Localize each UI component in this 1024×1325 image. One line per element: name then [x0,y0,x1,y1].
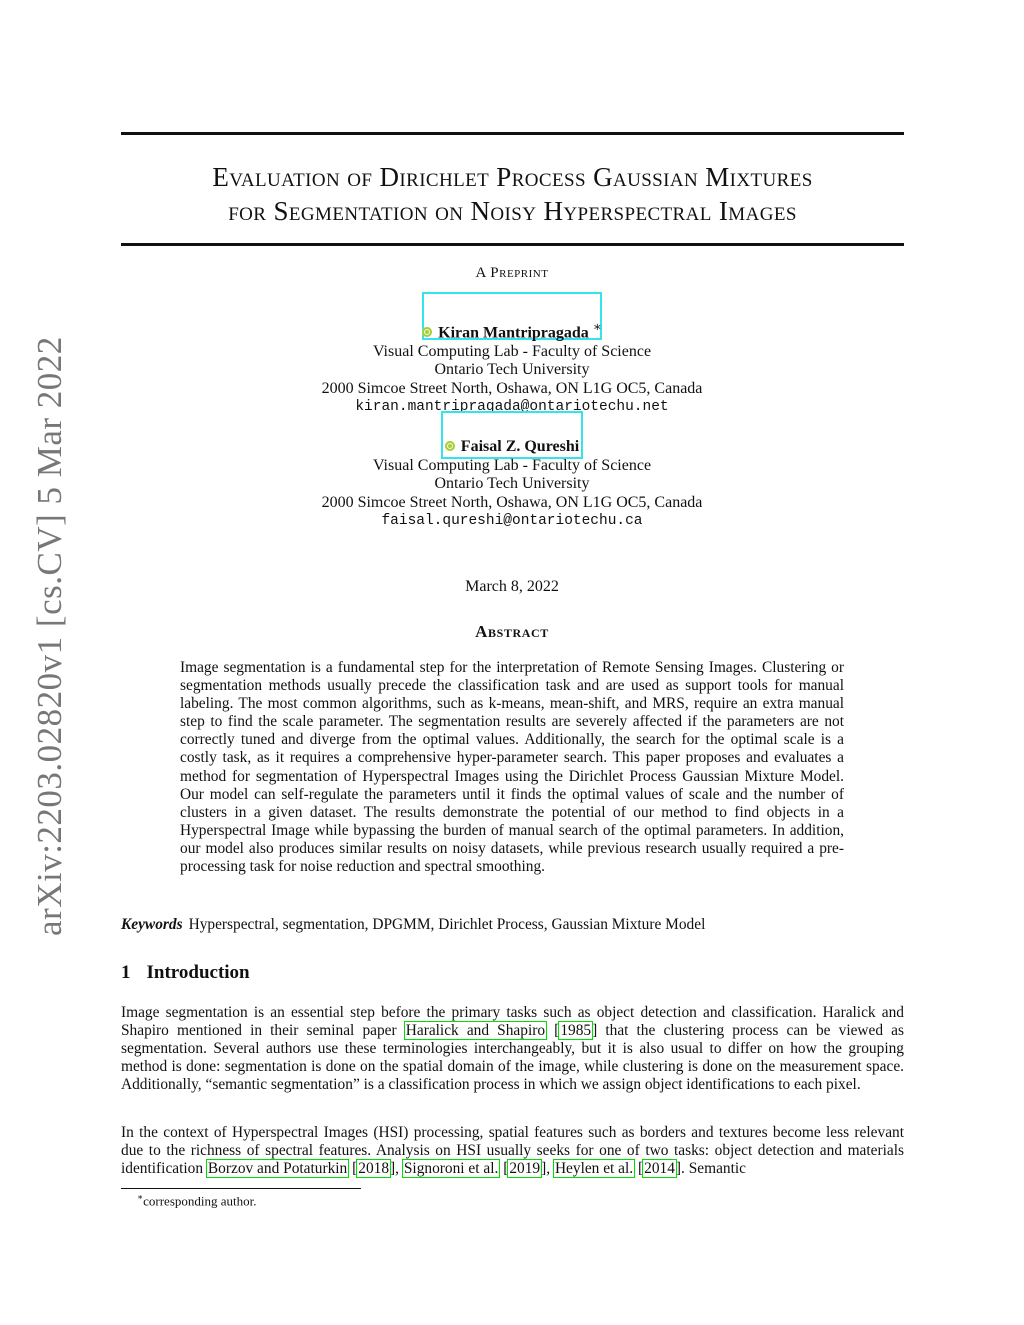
para2-text-b: . Semantic [681,1160,747,1178]
citation-year-link[interactable]: 1985 [560,1022,592,1040]
footnote-rule [121,1188,361,1189]
footnote [137,1192,257,1209]
title-bottom-rule [121,243,904,246]
paper-date: March 8, 2022 [465,578,559,595]
intro-paragraph-1: Image segmentation is an essential step before the primary tasks such as object detection and classification. Haralick and Shapiro mentioned in their seminal paper Haralick and Shapiro [1985] that the clustering process can be viewed as segmentation. Several authors use these terminologies interchangeably, but it is also usual to differ on how the grouping method is done: segmentation is done on the spatial domain of the image, while clustering is done on the measurement space. Additionally, “semantic segmentation” is a classification process in which we assign object identifications to each pixel. [121,1004,905,1094]
orcid-icon[interactable] [445,441,455,451]
paper-title [121,160,904,228]
title-line-2: for Segmentation on Noisy Hyperspectral Images [228,196,797,226]
author-2-university: Ontario Tech University [434,475,590,492]
author-1-affiliation: Visual Computing Lab - Faculty of Science [372,342,652,360]
citation-year-link[interactable]: 2018 [358,1160,390,1178]
arxiv-identifier: arXiv:2203.02820v1 [cs.CV] 5 Mar 2022 [30,336,69,936]
author-2-name[interactable]: Faisal Z. Qureshi [460,438,580,455]
footnote-text: corresponding author. [143,1193,257,1209]
author-1-university: Ontario Tech University [434,361,590,379]
keywords-list: Hyperspectral, segmentation, DPGMM, Dirichlet Process, Gaussian Mixture Model [188,916,706,933]
para2-text-a: In the context of Hyperspectral Images (HSI) processing, spatial features such as borders and textures become less relevant due to the richness of spectral features. Analysis on HSI usually seeks for one of two tasks: object detection and materials identification [121,1124,904,1178]
citation-link[interactable]: Signoroni et al. [403,1160,499,1178]
section-number: 1 [121,962,131,983]
intro-paragraph-2: In the context of Hyperspectral Images (HSI) processing, spatial features such as borders and textures become less relevant due to the richness of spectral features. Analysis on HSI usually seeks for one of two tasks: object detection and materials identification Borzov and Potaturkin [2018], Signoroni et al. [2019], Heylen et al. [2014]. Semantic [121,1124,904,1178]
citation-link[interactable]: Borzov and Potaturkin [207,1160,348,1178]
author-2-address: 2000 Simcoe Street North, Oshawa, ON L1G OC5, Canada [321,493,703,511]
citation-year-link[interactable]: 2014 [644,1160,675,1178]
keywords [121,916,705,934]
title-line-1: Evaluation of Dirichlet Process Gaussian Mixtures [212,162,813,192]
para1-text-b: that the clustering process can be viewed as segmentation. Several authors use these terminologies interchangeably, but it is also usual to differ on how the grouping method is done: segmentation is done on the spatial domain of the image, while clustering is done on the measurement space. Additionally, “semantic segmentation” is a classification process in which we assign object identifications to each pixel. [121,1022,905,1094]
author-2-affiliation: Visual Computing Lab - Faculty of Science [372,456,652,474]
author-1-footnote-mark[interactable]: ∗ [592,319,602,334]
author-1-email[interactable]: kiran.mantripragada@ontariotechu.net [355,399,669,416]
citation-link[interactable]: Heylen et al. [554,1160,634,1178]
orcid-icon[interactable] [422,327,432,337]
author-2 [0,438,1024,531]
preprint-label: A Preprint [475,265,549,281]
author-2-email[interactable]: faisal.qureshi@ontariotechu.ca [381,513,643,529]
author-1 [0,318,1024,417]
keywords-label: Keywords [121,916,183,933]
footnote-mark: ∗ [137,1192,144,1202]
author-1-name[interactable]: Kiran Mantripragada [438,324,589,342]
citation-year-link[interactable]: 2019 [509,1160,541,1178]
section-title: Introduction [146,962,250,983]
section-heading-introduction [121,962,266,984]
para1-text-a: Image segmentation is an essential step before the primary tasks such as object detection and classification. Haralick and Shapiro mentioned in their seminal paper [121,1004,904,1040]
title-top-rule [121,132,904,135]
citation-link[interactable]: Haralick and Shapiro [405,1022,546,1040]
author-1-address: 2000 Simcoe Street North, Oshawa, ON L1G OC5, Canada [321,379,703,397]
abstract-heading: Abstract [475,622,549,641]
abstract-body: Image segmentation is a fundamental step for the interpretation of Remote Sensing Images. Clustering or segmentation methods usually precede the classification task and are used as support tools for manual labeling. The most common algorithms, such as k-means, mean-shift, and MRS, require an extra manual step to find the scale parameter. The segmentation results are severely affected if the parameters are not correctly tuned and diverge from the optimal values. Additionally, the search for the optimal scale is a costly task, as it requires a comprehensive hyper-parameter search. This paper proposes and evaluates a method for segmentation of Hyperspectral Images using the Dirichlet Process Gaussian Mixture Model. Our model can self-regulate the parameters until it finds the optimal values of scale and the number of clusters in a given dataset. The results demonstrate the potential of our method to find objects in a Hyperspectral Image while bypassing the burden of manual search of the optimal parameters. In addition, our model also produces similar results on noisy datasets, while previous research usually required a pre-processing task for noise reduction and spectral smoothing. [180,659,844,876]
